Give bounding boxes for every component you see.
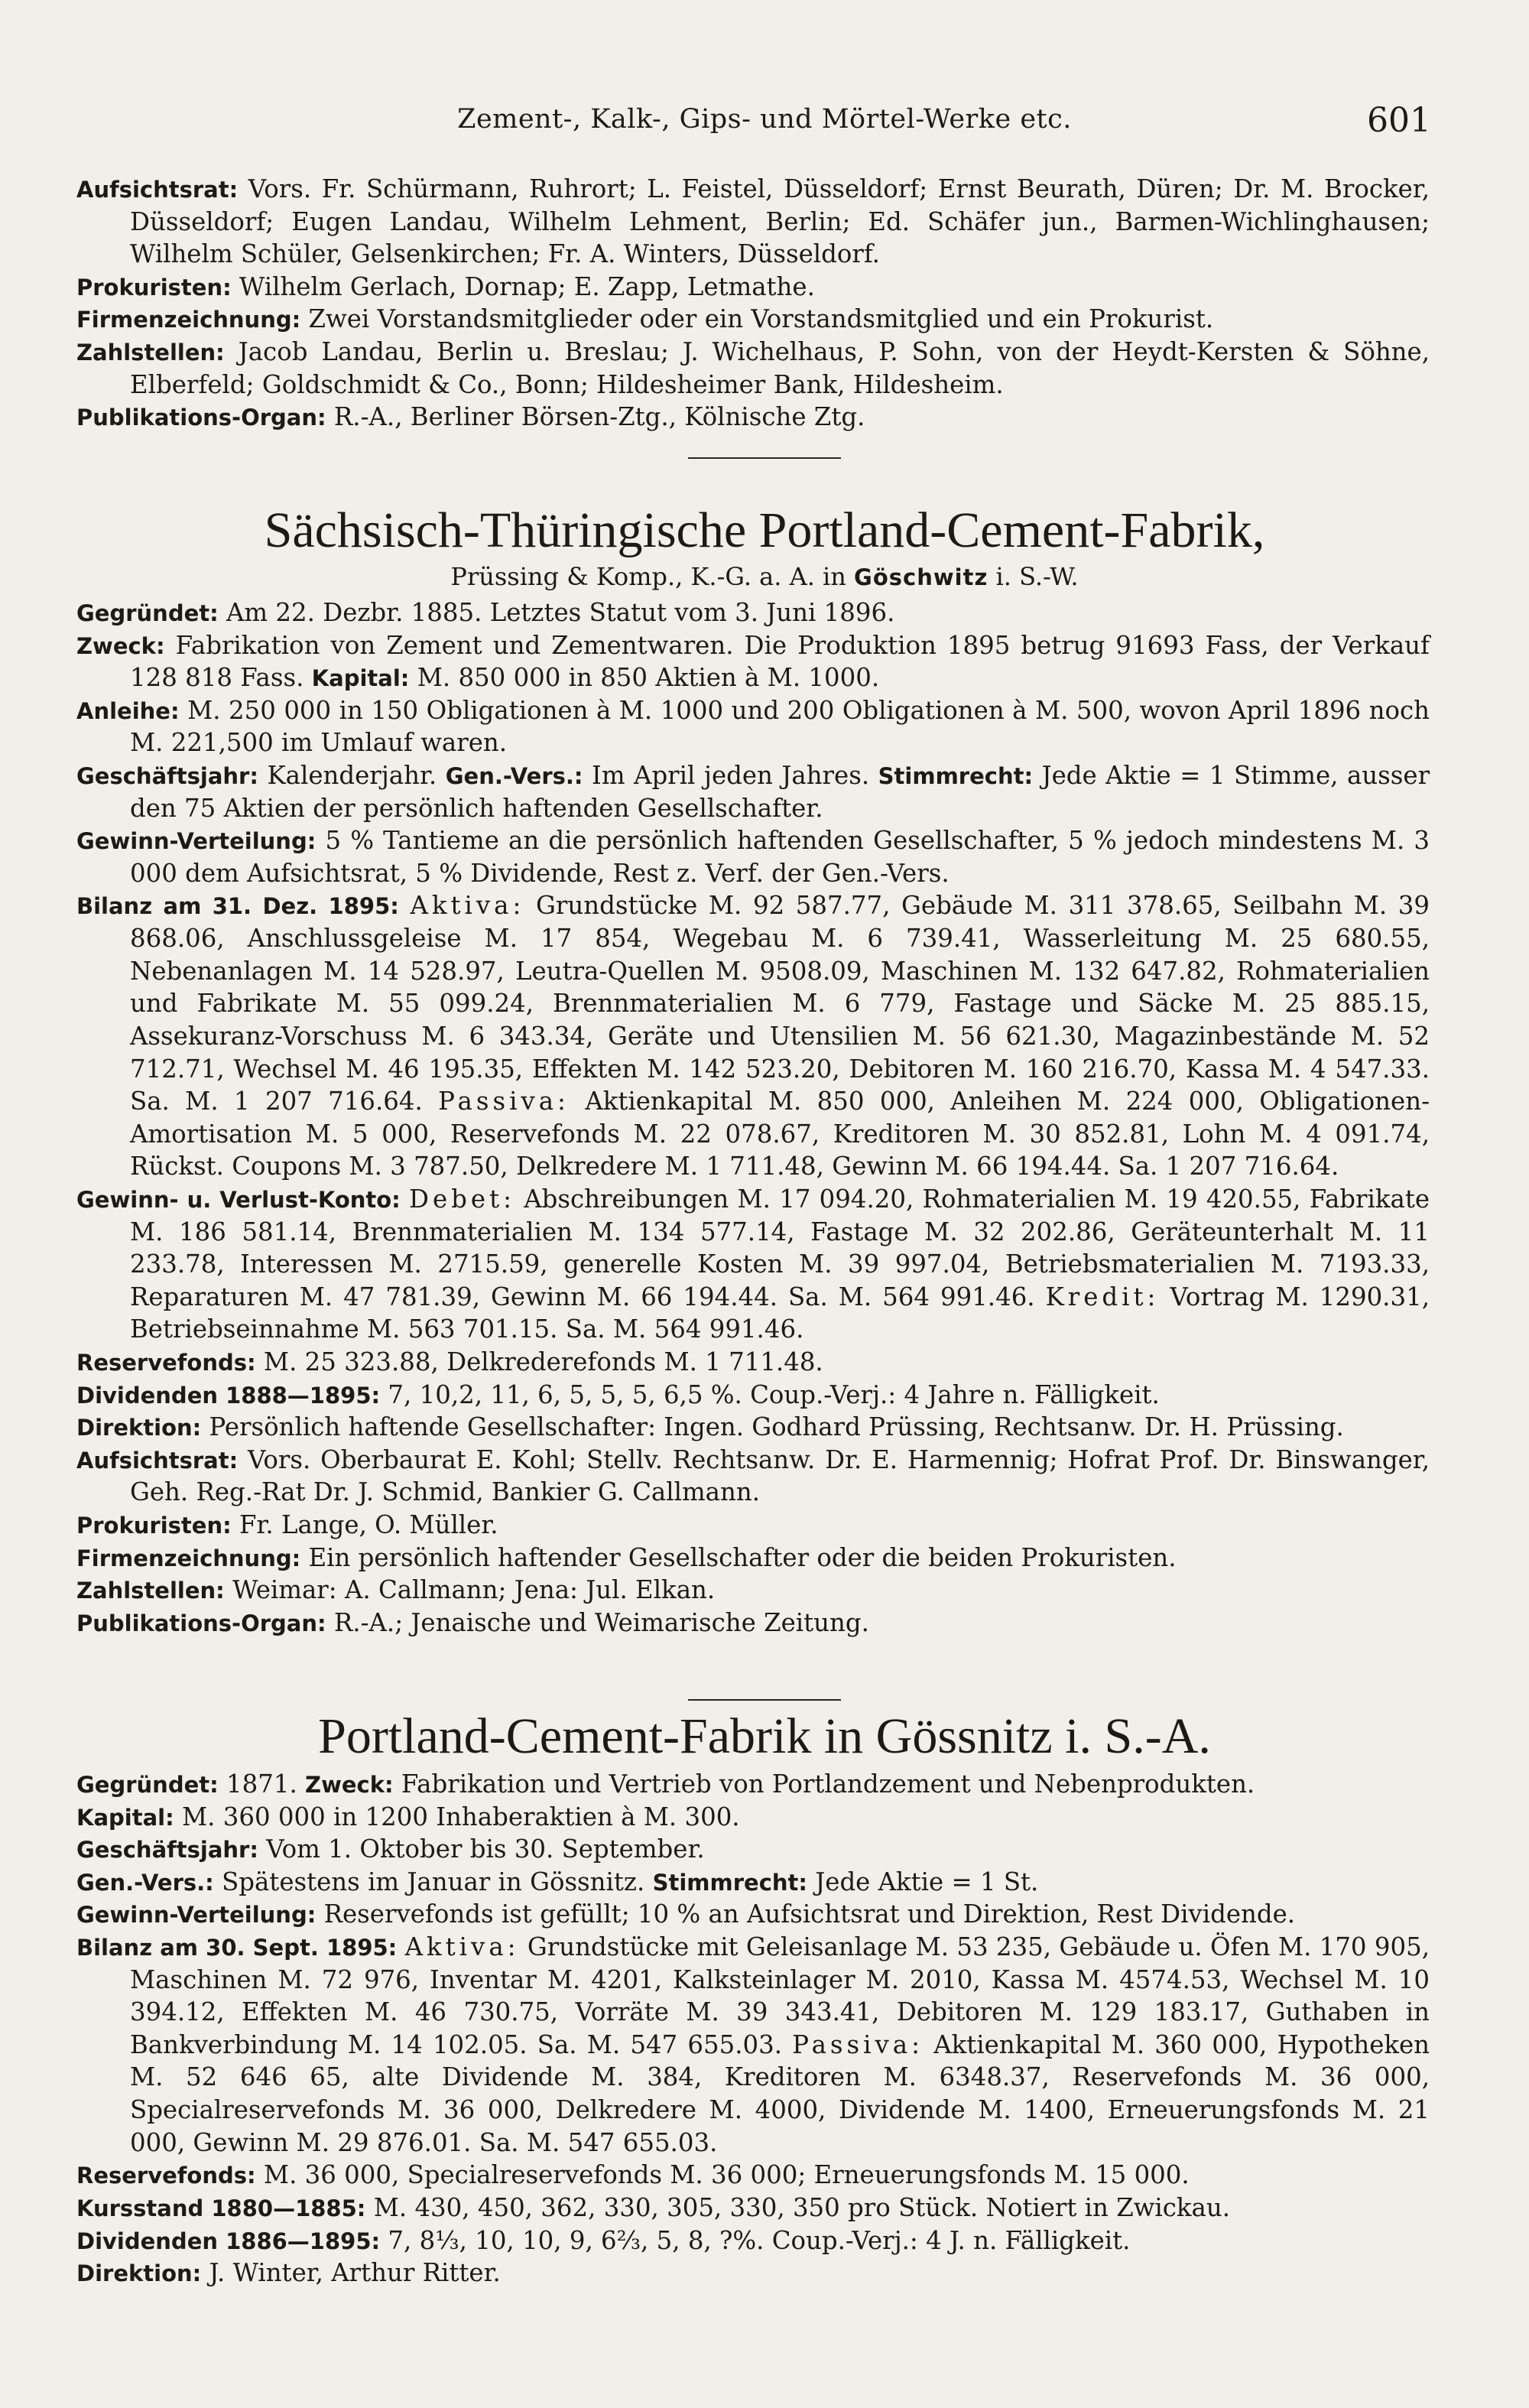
company1-title: Sächsisch-Thüringische Portland-Cement-Fabrik, xyxy=(264,502,1265,558)
entry-kapital: Kapital: M. 360 000 in 1200 Inhaberaktien à M. 300. xyxy=(76,1802,740,1831)
entry-zweck: Zweck: Fabrikation von Zement und Zementwaren. Die Produktion 1895 betrug 91693 Fass, der Verkauf 128 818 Fass. Kapital: M. 850 000 in 850 Aktien à M. 1000. xyxy=(76,630,1430,693)
section-divider xyxy=(0,1699,1529,1701)
entry-reservefonds: Reservefonds: M. 25 323.88, Delkrederefonds M. 1 711.48. xyxy=(76,1347,823,1377)
entry-direktion: Direktion: Persönlich haftende Gesellschafter: Ingen. Godhard Prüssing, Rechtsanw. Dr. H. Prüssing. xyxy=(76,1412,1344,1442)
entry-direktion: Direktion: J. Winter, Arthur Ritter. xyxy=(76,2258,501,2288)
entry-bilanz: Bilanz am 31. Dez. 1895: Aktiva: Grundstücke M. 92 587.77, Gebäude M. 311 378.65, Seilbahn M. 39 868.06, Anschlussgeleise M. 17 854, Wegebau M. 6 739.41, Wasserleitung M. 25 680.55, Nebenanlagen M. 14 528.97, Leutra-Quellen M. 9508.09, Maschinen M. 132 647.82, Rohmaterialien und Fabrikate M. 55 099.24, Brennmaterialien M. 6 779, Fastage und Säcke M. 25 885.15, Assekuranz-Vorschuss M. 6 343.34, Geräte und Utensilien M. 56 621.30, Magazinbestände M. 52 712.71, Wechsel M. 46 195.35, Effekten M. 142 523.20, Debitoren M. 160 216.70, Kassa M. 4 547.33. Sa. M. 1 207 716.64. Passiva: Aktienkapital M. 850 000, Anleihen M. 224 000, Obligationen-Amortisation M. 5 000, Reservefonds M. 22 078.67, Kreditoren M. 30 852.81, Lohn M. 4 091.74, Rückst. Coupons M. 3 787.50, Delkredere M. 1 711.48, Gewinn M. 66 194.44. Sa. 1 207 716.64. xyxy=(76,891,1430,1181)
entry-zahlstellen: Zahlstellen: Weimar: A. Callmann; Jena: Jul. Elkan. xyxy=(76,1575,716,1605)
entry-prokuristen: Prokuristen: Fr. Lange, O. Müller. xyxy=(76,1510,498,1540)
company1-body xyxy=(76,596,1430,1639)
entry-genvers: Gen.-Vers.: Spätestens im Januar in Gössnitz. Stimmrecht: Jede Aktie = 1 St. xyxy=(76,1867,1039,1896)
entry-gegruendet: Gegründet: 1871. Zweck: Fabrikation und Vertrieb von Portlandzement und Nebenprodukten. xyxy=(76,1769,1255,1799)
entry-prokuristen: Prokuristen: Wilhelm Gerlach, Dornap; E. Zapp, Letmathe. xyxy=(76,271,815,301)
entry-firmenzeichnung: Firmenzeichnung: Ein persönlich haftender Gesellschafter oder die beiden Prokuristen. xyxy=(76,1542,1177,1572)
entry-geschaeftsjahr: Geschäftsjahr: Kalenderjahr. Gen.-Vers.: Im April jeden Jahres. Stimmrecht: Jede Aktie = 1 Stimme, ausser den 75 Aktien der persönlich haftenden Gesellschafter. xyxy=(76,761,1430,823)
section-previous-company xyxy=(76,173,1430,434)
company2-body xyxy=(76,1768,1430,2289)
entry-gewinnverteilung: Gewinn-Verteilung: Reservefonds ist gefüllt; 10 % an Aufsichtsrat und Direktion, Rest Dividende. xyxy=(76,1899,1296,1929)
entry-anleihe: Anleihe: M. 250 000 in 150 Obligationen à M. 1000 und 200 Obligationen à M. 500, wovon April 1896 noch M. 221,500 im Umlauf waren. xyxy=(76,695,1430,758)
running-title: Zement-, Kalk-, Gips- und Mörtel-Werke etc. xyxy=(457,104,1072,135)
entry-dividenden: Dividenden 1888—1895: 7, 10,2, 11, 6, 5, 5, 5, 6,5 %. Coup.-Verj.: 4 Jahre n. Fälligkeit. xyxy=(76,1379,1160,1409)
entry-bilanz: Bilanz am 30. Sept. 1895: Aktiva: Grundstücke mit Geleisanlage M. 53 235, Gebäude u. Öfen M. 170 905, Maschinen M. 72 976, Inventar M. 4201, Kalksteinlager M. 2010, Kassa M. 4574.53, Wechsel M. 10 394.12, Effekten M. 46 730.75, Vorräte M. 39 343.41, Debitoren M. 129 183.17, Guthaben in Bankverbindung M. 14 102.05. Sa. M. 547 655.03. Passiva: Aktienkapital M. 360 000, Hypotheken M. 52 646 65, alte Dividende M. 384, Kreditoren M. 6348.37, Reservefonds M. 36 000, Specialreservefonds M. 36 000, Delkredere M. 4000, Dividende M. 1400, Erneuerungsfonds M. 21 000, Gewinn M. 29 876.01. Sa. M. 547 655.03. xyxy=(76,1932,1430,2157)
page-header xyxy=(0,101,1529,158)
company1-heading xyxy=(0,503,1529,591)
entry-publikationsorgan: Publikations-Organ: R.-A.; Jenaische und Weimarische Zeitung. xyxy=(76,1607,869,1637)
entry-aufsichtsrat: Aufsichtsrat: Vors. Oberbaurat E. Kohl; Stellv. Rechtsanw. Dr. E. Harmennig; Hofrat Prof. Dr. Binswanger, Geh. Reg.-Rat Dr. J. Schmid, Bankier G. Callmann. xyxy=(76,1444,1430,1507)
entry-reservefonds: Reservefonds: M. 36 000, Specialreservefonds M. 36 000; Erneuerungsfonds M. 15 000. xyxy=(76,2160,1190,2190)
entry-kursstand: Kursstand 1880—1885: M. 430, 450, 362, 330, 305, 330, 350 pro Stück. Notiert in Zwickau. xyxy=(76,2192,1231,2222)
entry-dividenden: Dividenden 1886—1895: 7, 8⅓, 10, 10, 9, 6⅔, 5, 8, ?%. Coup.-Verj.: 4 J. n. Fälligkeit. xyxy=(76,2225,1131,2255)
entry-geschaeftsjahr: Geschäftsjahr: Vom 1. Oktober bis 30. September. xyxy=(76,1834,705,1864)
entry-gewinn-verlust: Gewinn- u. Verlust-Konto: Debet: Abschreibungen M. 17 094.20, Rohmaterialien M. 19 420.55, Fabrikate M. 186 581.14, Brennmaterialien M. 134 577.14, Fastage M. 32 202.86, Geräteunterhalt M. 11 233.78, Interessen M. 2715.59, generelle Kosten M. 39 997.04, Betriebsmaterialien M. 7193.33, Reparaturen M. 47 781.39, Gewinn M. 66 194.44. Sa. M. 564 991.46. Kredit: Vortrag M. 1290.31, Betriebseinnahme M. 563 701.15. Sa. M. 564 991.46. xyxy=(76,1184,1430,1344)
entry-aufsichtsrat: Aufsichtsrat: Vors. Fr. Schürmann, Ruhrort; L. Feistel, Düsseldorf; Ernst Beurath, Düren; Dr. M. Brocker, Düsseldorf; Eugen Landau, Wilhelm Lehment, Berlin; Ed. Schäfer jun., Barmen-Wichlinghausen; Wilhelm Schüler, Gelsenkirchen; Fr. A. Winters, Düsseldorf. xyxy=(76,174,1430,269)
page-number: 601 xyxy=(1367,101,1431,140)
entry-gegruendet: Gegründet: Am 22. Dezbr. 1885. Letztes Statut vom 3. Juni 1896. xyxy=(76,598,895,627)
entry-zahlstellen: Zahlstellen: Jacob Landau, Berlin u. Breslau; J. Wichelhaus, P. Sohn, von der Heydt-Kersten & Söhne, Elberfeld; Goldschmidt & Co., Bonn; Hildesheimer Bank, Hildesheim. xyxy=(76,337,1430,399)
company2-title: Portland-Cement-Fabrik in Gössnitz i. S.-A. xyxy=(318,1708,1211,1764)
entry-gewinnverteilung: Gewinn-Verteilung: 5 % Tantieme an die persönlich haftenden Gesellschafter, 5 % jedoch mindestens M. 3 000 dem Aufsichtsrat, 5 % Dividende, Rest z. Verf. der Gen.-Vers. xyxy=(76,826,1430,888)
entry-publikationsorgan: Publikations-Organ: R.-A., Berliner Börsen-Ztg., Kölnische Ztg. xyxy=(76,402,865,432)
company2-heading xyxy=(0,1709,1529,1765)
entry-firmenzeichnung: Firmenzeichnung: Zwei Vorstandsmitglieder oder ein Vorstandsmitglied und ein Prokurist. xyxy=(76,304,1214,334)
section-divider xyxy=(0,457,1529,459)
company1-subtitle: Prüssing & Komp., K.-G. a. A. in Göschwitz i. S.-W. xyxy=(450,561,1079,591)
